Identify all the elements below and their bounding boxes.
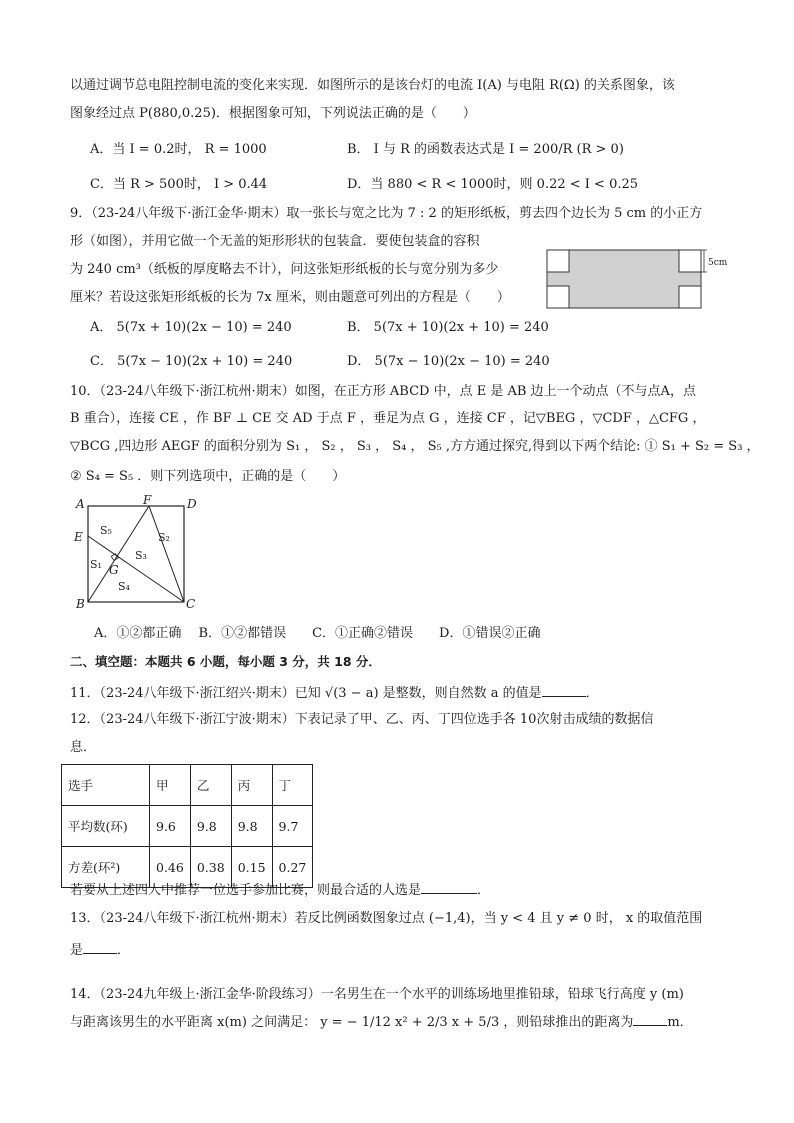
table-cell: 选手: [62, 765, 150, 806]
q11-text: 11．（23-24八年级下·浙江绍兴·期末）已知 √(3 − a) 是整数，则自然数 a 的值是: [70, 686, 542, 701]
table-cell: 0.38: [190, 847, 231, 888]
q8-option-c: C．当 R > 500时， I > 0.44: [90, 177, 268, 192]
label-s3: S₃: [135, 549, 147, 562]
q14-answer-blank[interactable]: [633, 1011, 667, 1026]
q9-option-c: C． 5(7x − 10)(2x + 10) = 240: [90, 354, 293, 369]
label-c: C: [186, 597, 196, 611]
label-s5: S₅: [100, 524, 112, 537]
table-cell: 乙: [190, 765, 231, 806]
q9-line1: 9．（23-24八年级下·浙江金华·期末）取一张长与宽之比为 7 : 2 的矩形纸板，剪去四个边长为 5 cm 的小正方: [70, 206, 703, 221]
table-cell: 甲: [150, 765, 191, 806]
q13-line2: 是 ．: [70, 939, 130, 961]
label-g: G: [109, 563, 119, 577]
label-s4: S₄: [118, 580, 130, 593]
q8-option-b: B． I 与 R 的函数表达式是 I = 200/R (R > 0): [347, 142, 624, 157]
q9-line2: 形（如图），并用它做一个无盖的矩形形状的包装盒．要使包装盒的容积: [70, 234, 480, 249]
label-b: B: [76, 597, 85, 611]
table-cell: 9.6: [150, 806, 191, 847]
table-cell: 丙: [231, 765, 272, 806]
q8-line2: 图象经过点 P(880,0.25)．根据图象可知，下列说法正确的是（ ）: [70, 106, 476, 121]
q10-line4: ② S₄ = S₅ ．则下列选项中，正确的是（ ）: [70, 469, 346, 484]
q9-option-b: B． 5(7x + 10)(2x + 10) = 240: [347, 320, 549, 335]
label-e: E: [74, 530, 83, 544]
q10-options: A．①②都正确 B．①②都错误 C．①正确②错误 D．①错误②正确: [94, 626, 541, 641]
table-cell: 9.8: [231, 806, 272, 847]
table-row: [62, 806, 313, 847]
q13-answer-blank[interactable]: [83, 939, 117, 954]
table-cell: 9.7: [272, 806, 313, 847]
q8-option-d: D．当 880 < R < 1000时，则 0.22 < I < 0.25: [347, 177, 639, 192]
cardboard-rect: [547, 250, 701, 308]
q9-option-d: D． 5(7x − 10)(2x − 10) = 240: [347, 354, 550, 369]
q12-line1: 12．（23-24八年级下·浙江宁波·期末）下表记录了甲、乙、丙、丁四位选手各 10次射击成绩的数据信: [70, 712, 654, 727]
q12-after-text: 若要从上述四人中推荐一位选手参加比赛，则最合适的人选是: [70, 883, 422, 898]
q12-line2: 息．: [70, 740, 97, 755]
table-header-row: [62, 765, 313, 806]
q10-figure-square: [68, 494, 198, 616]
q10-line1: 10．（23-24八年级下·浙江杭州·期末）如图，在正方形 ABCD 中，点 E 是 AB 边上一个动点（不与点A，点: [70, 384, 696, 399]
label-d: D: [187, 497, 197, 511]
cut-square-tr: [679, 250, 701, 272]
label-f: F: [143, 494, 152, 507]
q12-after-line: 若要从上述四人中推荐一位选手参加比赛，则最合适的人选是 ．: [70, 879, 490, 901]
table-cell: 方差(环²): [62, 847, 150, 888]
q8-line1: 以通过调节总电阻控制电流的变化来实现．如图所示的是该台灯的电流 I(A) 与电阻 R(Ω) 的关系图象，该: [70, 78, 675, 93]
q10-line3: ▽BCG ,四边形 AEGF 的面积分别为 S₁ ， S₂ ， S₃ ， S₄ ， S₅ ,方方通过探究,得到以下两个结论: ① S₁ + S₂ = S₃ ，: [70, 439, 760, 454]
q14-line2: 与距离该男生的水平距离 x(m) 之间满足： y = − 1/12 x² + 2/3 x + 5/3 ，则铅球推出的距离为 m．: [70, 1011, 693, 1033]
table-cell: 9.8: [190, 806, 231, 847]
q10-line2: B 重合），连接 CE ，作 BF ⊥ CE 交 AD 于点 F ，垂足为点 G ，连接 CF ，记▽BEG ，▽CDF ，△CFG ，: [70, 411, 706, 426]
q9-option-a: A． 5(7x + 10)(2x − 10) = 240: [90, 320, 292, 335]
segment-cf: [149, 506, 184, 602]
cut-square-tl: [547, 250, 569, 272]
q9-line4: 厘米？若设这张矩形纸板的长为 7x 厘米，则由题意可列出的方程是（ ）: [70, 290, 510, 305]
table-cell: 0.27: [272, 847, 313, 888]
q12-answer-blank[interactable]: [421, 879, 477, 894]
table-cell: 0.15: [231, 847, 272, 888]
q11-line: 11．（23-24八年级下·浙江绍兴·期末）已知 √(3 − a) 是整数，则自然数 a 的值是 ．: [70, 682, 599, 704]
label-s1: S₁: [90, 558, 102, 571]
dimension-label: 5cm: [708, 258, 728, 268]
q11-answer-blank[interactable]: [542, 682, 586, 697]
table-cell: 0.46: [150, 847, 191, 888]
label-a: A: [76, 497, 85, 511]
q9-line3: 为 240 cm³（纸板的厚度略去不计），问这张矩形纸板的长与宽分别为多少: [70, 262, 499, 277]
q12-score-table: [61, 764, 313, 888]
q8-option-a: A．当 I = 0.2时， R = 1000: [90, 142, 267, 157]
q9-figure-cardboard: [545, 248, 745, 312]
table-cell: 平均数(环): [62, 806, 150, 847]
table-cell: 丁: [272, 765, 313, 806]
q14-text: 与距离该男生的水平距离 x(m) 之间满足： y = − 1/12 x² + 2/3 x + 5/3 ，则铅球推出的距离为: [70, 1015, 634, 1030]
cut-square-bl: [547, 286, 569, 308]
section-heading-fill-in: 二、填空题：本题共 6 小题，每小题 3 分，共 18 分．: [70, 654, 381, 669]
segment-ce: [88, 536, 184, 602]
q14-line1: 14．（23-24九年级上·浙江金华·阶段练习）一名男生在一个水平的训练场地里推铅球，铅球飞行高度 y (m): [70, 987, 684, 1002]
label-s2: S₂: [158, 531, 170, 544]
cut-square-br: [679, 286, 701, 308]
q13-line1: 13．（23-24八年级下·浙江杭州·期末）若反比例函数图象过点 (−1,4)，当 y < 4 且 y ≠ 0 时， x 的取值范围: [70, 911, 703, 926]
